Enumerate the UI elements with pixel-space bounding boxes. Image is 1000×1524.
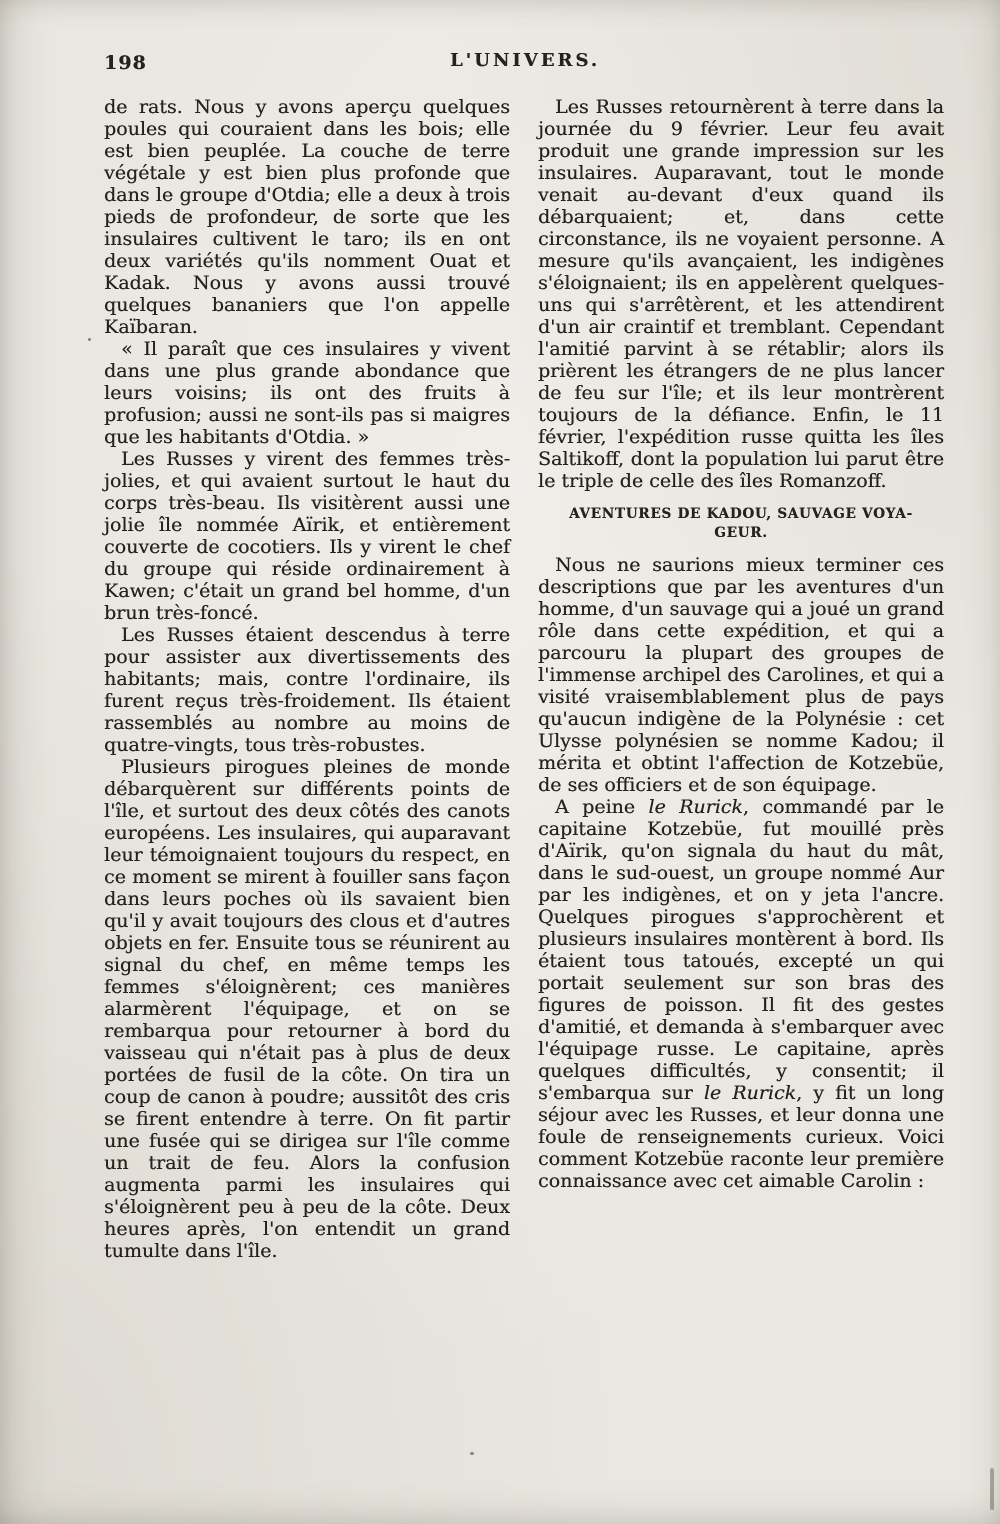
- scan-artifact: [990, 1468, 994, 1510]
- section-heading-line: AVENTURES DE KADOU, SAUVAGE VOYA-: [569, 506, 913, 522]
- text-segment-ship-name: le Rurick: [703, 1082, 797, 1104]
- paragraph: Plusieurs pirogues pleines de monde débarquèrent sur différents points de l'île, et surtout des deux côtés des canots européens. Les insulaires, qui auparavant leur témoignaient toujours du respect, en ce moment se mirent à fouiller sans façon dans leurs poches où ils savaient bien qu'il y avait toujours des clous et d'autres objets en fer. Ensuite tous se réunirent au signal du chef, en même temps les femmes s'éloignèrent; ces manières alarmèrent l'équipage, et on se rembarqua pour retourner à bord du vaisseau qui n'était pas à plus de deux portées de fusil de la côte. On tira un coup de canon à poudre; aussitôt des cris se firent entendre à terre. On fit partir une fusée qui se dirigea sur l'île comme un trait de feu. Alors la confusion augmenta parmi les insulaires qui s'éloignèrent peu à peu de la côte. Deux heures après, l'on entendit un grand tumulte dans l'île.: [104, 756, 510, 1262]
- scan-artifact: [88, 338, 91, 341]
- paragraph: de rats. Nous y avons aperçu quelques poules qui couraient dans les bois; elle est bien peuplée. La couche de terre végétale y est bien plus profonde que dans le groupe d'Otdia; elle a deux à trois pieds de profondeur, de sorte que les insulaires cultivent le taro; ils en ont deux variétés qu'ils nomment Ouat et Kadak. Nous y avons aussi trouvé quelques bananiers que l'on appelle Kaïbaran.: [104, 96, 510, 338]
- text-segment: , y fit un long séjour avec les Russes, et leur donna une foule de renseignements curieux. Voici comment Kotzebüe raconte leur première connaissance avec cet aimable Carolin :: [538, 1082, 944, 1192]
- left-column: [104, 96, 510, 1262]
- section-heading-line: GEUR.: [714, 525, 768, 541]
- paragraph: [538, 796, 944, 1192]
- text-columns: [104, 96, 946, 1262]
- paragraph: Les Russes y virent des femmes très-jolies, et qui avaient surtout le haut du corps très-beau. Ils visitèrent aussi une jolie île nommée Aïrik, et entièrement couverte de cocotiers. Ils y virent le chef du groupe qui réside ordinairement à Kawen; c'était un grand bel homme, d'un brun très-foncé.: [104, 448, 510, 624]
- text-segment: , commandé par le capitaine Kotzebüe, fut mouillé près d'Aïrik, qu'on signala du haut du mât, dans le sud-ouest, un groupe nommé Aur par les indigènes, et on y jeta l'ancre. Quelques pirogues s'approchèrent et plusieurs insulaires montèrent à bord. Ils étaient tous tatoués, excepté un qui portait seulement sur son bras des figures de poisson. Il fit des gestes d'amitié, et demanda à s'embarquer avec l'équipage russe. Le capitaine, après quelques difficultés, y consentit; il s'embarqua sur: [538, 796, 944, 1104]
- page-number: 198: [104, 52, 147, 74]
- paragraph: Les Russes étaient descendus à terre pour assister aux divertissements des habitants; mais, contre l'ordinaire, ils furent reçus très-froidement. Ils étaient rassemblés au nombre au moins de quatre-vingts, tous très-robustes.: [104, 624, 510, 756]
- page-header: [104, 50, 946, 80]
- journal-title: L'UNIVERS.: [449, 50, 600, 71]
- text-segment: A peine: [555, 796, 649, 818]
- paragraph: Nous ne saurions mieux terminer ces descriptions que par les aventures d'un homme, d'un sauvage qui a joué un grand rôle dans cette expédition, et qui a parcouru la plupart des groupes de l'immense archipel des Carolines, et qui a visité vraisemblablement plus de pays qu'aucun indigène de la Polynésie : cet Ulysse polynésien se nomme Kadou; il mérita et obtint l'affection de Kotzebüe, de ses officiers et de son équipage.: [538, 554, 944, 796]
- paragraph: Les Russes retournèrent à terre dans la journée du 9 février. Leur feu avait produit une grande impression sur les insulaires. Auparavant, tout le monde venait au-devant d'eux quand ils débarquaient; et, dans cette circonstance, ils ne voyaient personne. A mesure qu'ils avançaient, les indigènes s'éloignaient; ils en appelèrent quelques-uns qui s'arrêtèrent, et les attendirent d'un air craintif et tremblant. Cependant l'amitié parvint à se rétablir; alors ils prièrent les étrangers de ne plus lancer de feu sur l'île; et ils leur montrèrent toujours de la défiance. Enfin, le 11 février, l'expédition russe quitta les îles Saltikoff, dont la population lui parut être le triple de celle des îles Romanzoff.: [538, 96, 944, 492]
- scan-artifact: [470, 1452, 474, 1455]
- paragraph: « Il paraît que ces insulaires y vivent dans une plus grande abondance que leurs voisins; ils ont des fruits à profusion; aussi ne sont-ils pas si maigres que les habitants d'Otdia. »: [104, 338, 510, 448]
- text-segment-ship-name: le Rurick: [648, 796, 743, 818]
- right-column: [538, 96, 944, 1262]
- section-heading: [538, 505, 944, 543]
